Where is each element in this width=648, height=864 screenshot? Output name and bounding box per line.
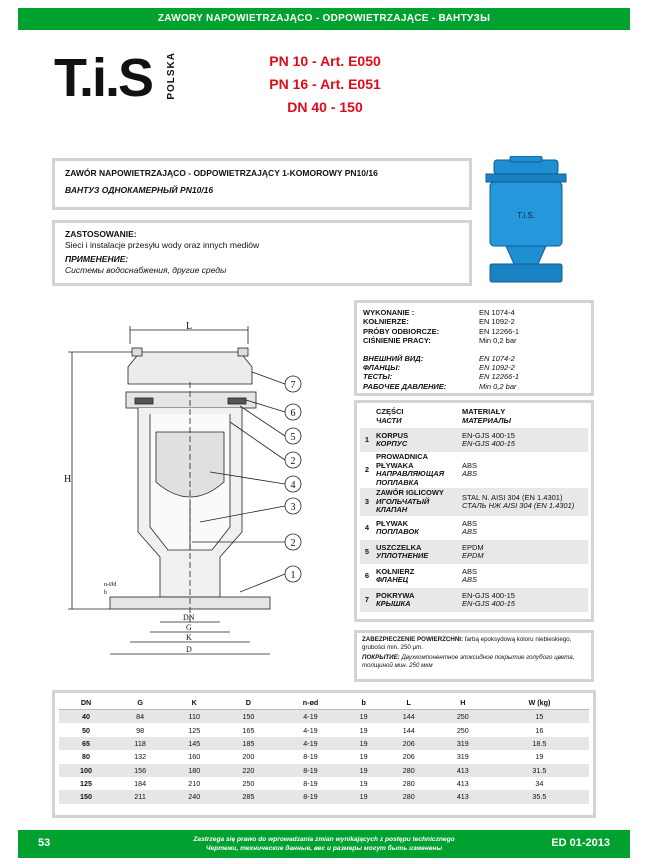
dim-G: G bbox=[186, 623, 192, 632]
application-text-pl: Sieci i instalacje przesyłu wody oraz innych mediów bbox=[65, 240, 260, 250]
dim-b: b bbox=[104, 590, 107, 596]
application-box bbox=[52, 220, 472, 286]
table-row: 150 211 240 285 8-19 19 280 413 35.5 bbox=[59, 790, 589, 803]
dim-DN: DN bbox=[183, 613, 195, 622]
application-label-ru: ПРИМЕНЕНИЕ: bbox=[65, 254, 129, 264]
dimensions-header: DN G K D n-ød b L H W (kg) bbox=[59, 695, 589, 710]
parts-header: CZĘŚCI ЧАСТИ MATERIAŁY МАТЕРИАЛЫ bbox=[376, 407, 512, 425]
product-title-pl: ZAWÓR NAPOWIETRZAJĄCO - ODPOWIETRZAJĄCY 1-KOMOROWY PN10/16 bbox=[65, 168, 378, 178]
callout-5: 5 bbox=[290, 432, 296, 443]
article-pn16: PN 16 - Art. E051 bbox=[269, 76, 381, 92]
product-title-ru: ВАНТУЗ ОДНОКАМЕРНЫЙ PN10/16 bbox=[65, 185, 214, 195]
edition-label: ED 01-2013 bbox=[551, 837, 610, 849]
footer-note: Zastrzega się prawo do wprowadzania zmian wynikających z postępu technicznego Чертежи, технические данные, вес и размеры могут быть изменены bbox=[193, 836, 455, 852]
dimensions-table bbox=[59, 695, 589, 804]
parts-row: 5 USZCZELKA УПЛОТНЕНИЕ EPDM EPDM bbox=[360, 540, 588, 564]
application-label-pl: ZASTOSOWANIE: bbox=[65, 229, 137, 239]
page-number: 53 bbox=[38, 837, 51, 849]
product-title-box bbox=[52, 158, 472, 210]
callout-6: 6 bbox=[290, 408, 296, 419]
parts-row: 3 ZAWÓR IGLICOWY ИГОЛЬЧАТЫЙ КЛАПАН STAL N. AISI 304 (EN 1.4301) СТАЛЬ НЖ AISI 304 (EN 1.4301) bbox=[360, 488, 588, 516]
photo-label: T.i.S. bbox=[517, 211, 535, 220]
specs-box bbox=[354, 300, 594, 396]
callout-2a: 2 bbox=[290, 456, 296, 467]
dim-K: K bbox=[186, 633, 192, 642]
technical-drawing bbox=[40, 322, 350, 667]
parts-row: 4 PŁYWAK ПОПЛАВОК ABS ABS bbox=[364, 518, 478, 536]
table-row: 40 84 110 150 4-19 19 144 250 15 bbox=[59, 710, 589, 724]
callout-4: 4 bbox=[290, 480, 296, 491]
product-photo bbox=[476, 156, 576, 284]
spec-row-ru: ТЕСТЫ: EN 12266-1 bbox=[363, 372, 520, 382]
spec-row-ru: РАБОЧЕЕ ДАВЛЕНИЕ: Min 0,2 bar bbox=[363, 381, 517, 391]
table-row: 50 98 125 165 4-19 19 144 250 16 bbox=[82, 725, 544, 735]
logo-text: T.i.S bbox=[54, 48, 153, 108]
table-row: 80 132 160 200 8-19 19 206 319 19 bbox=[82, 752, 544, 762]
spec-row: WYKONANIE : EN 1074-4 bbox=[363, 308, 515, 317]
article-dn-range: DN 40 - 150 bbox=[287, 99, 363, 115]
parts-row: 7 POKRYWA КРЫШКА EN-GJS 400-15 EN-GJS 400-15 bbox=[360, 588, 588, 612]
table-row: 125 184 210 250 8-19 19 280 413 34 bbox=[80, 779, 544, 789]
parts-row: 6 KOŁNIERZ ФЛАНЕЦ ABS ABS bbox=[364, 566, 478, 584]
dim-H: H bbox=[64, 474, 72, 485]
dim-nd: n-Ød bbox=[104, 582, 117, 588]
spec-row-ru: ВНЕШНИЙ ВИД: EN 1074-2 bbox=[363, 353, 515, 363]
parts-row: 2 PROWADNICA PŁYWAKA НАПРАВЛЯЮЩАЯ ПОПЛАВКА ABS ABS bbox=[364, 452, 478, 487]
table-row: 100 156 180 220 8-19 19 280 413 31.5 bbox=[59, 764, 589, 777]
table-row: 65 118 145 185 4-19 19 206 319 18.5 bbox=[59, 737, 589, 750]
parts-table bbox=[360, 407, 588, 612]
logo-sub: POLSKA bbox=[166, 52, 177, 100]
spec-row-ru: ФЛАНЦЫ: EN 1092-2 bbox=[363, 363, 515, 373]
dim-D: D bbox=[186, 645, 192, 654]
header-banner: ZAWORY NAPOWIETRZAJĄCO - ODPOWIETRZAJĄCE - ВАНТУЗЫ bbox=[18, 8, 630, 30]
spec-row: CIŚNIENIE PRACY: Min 0,2 bar bbox=[363, 336, 517, 346]
application-text-ru: Системы водоснабжения, другие среды bbox=[65, 265, 227, 275]
dimensions-box bbox=[52, 690, 596, 818]
callout-7: 7 bbox=[290, 380, 296, 391]
footer-bar bbox=[18, 830, 630, 858]
callout-3: 3 bbox=[290, 502, 296, 513]
parts-box bbox=[354, 400, 594, 622]
article-numbers bbox=[250, 50, 400, 119]
article-pn10: PN 10 - Art. E050 bbox=[269, 53, 381, 69]
callout-1: 1 bbox=[290, 570, 296, 581]
tis-logo bbox=[54, 48, 184, 120]
dim-L: L bbox=[186, 322, 193, 332]
surface-protection-box: ZABEZPIECZENIE POWIERZCHNI: farbą epoksydową koloru niebieskiego, grubości min. 250 μm. ПОКРЫТИЕ: Двухкомпонентное эпоксидное покрытие голубого цвета, толщиной мин. 250 мкм bbox=[354, 630, 594, 682]
spec-row: PRÓBY ODBIORCZE: EN 12266-1 bbox=[363, 326, 520, 336]
spec-row: KOŁNIERZE: EN 1092-2 bbox=[363, 317, 515, 327]
callout-2b: 2 bbox=[290, 538, 296, 549]
parts-row: 1 KORPUS КОРПУС EN-GJS 400-15 EN-GJS 400-15 bbox=[360, 428, 588, 452]
